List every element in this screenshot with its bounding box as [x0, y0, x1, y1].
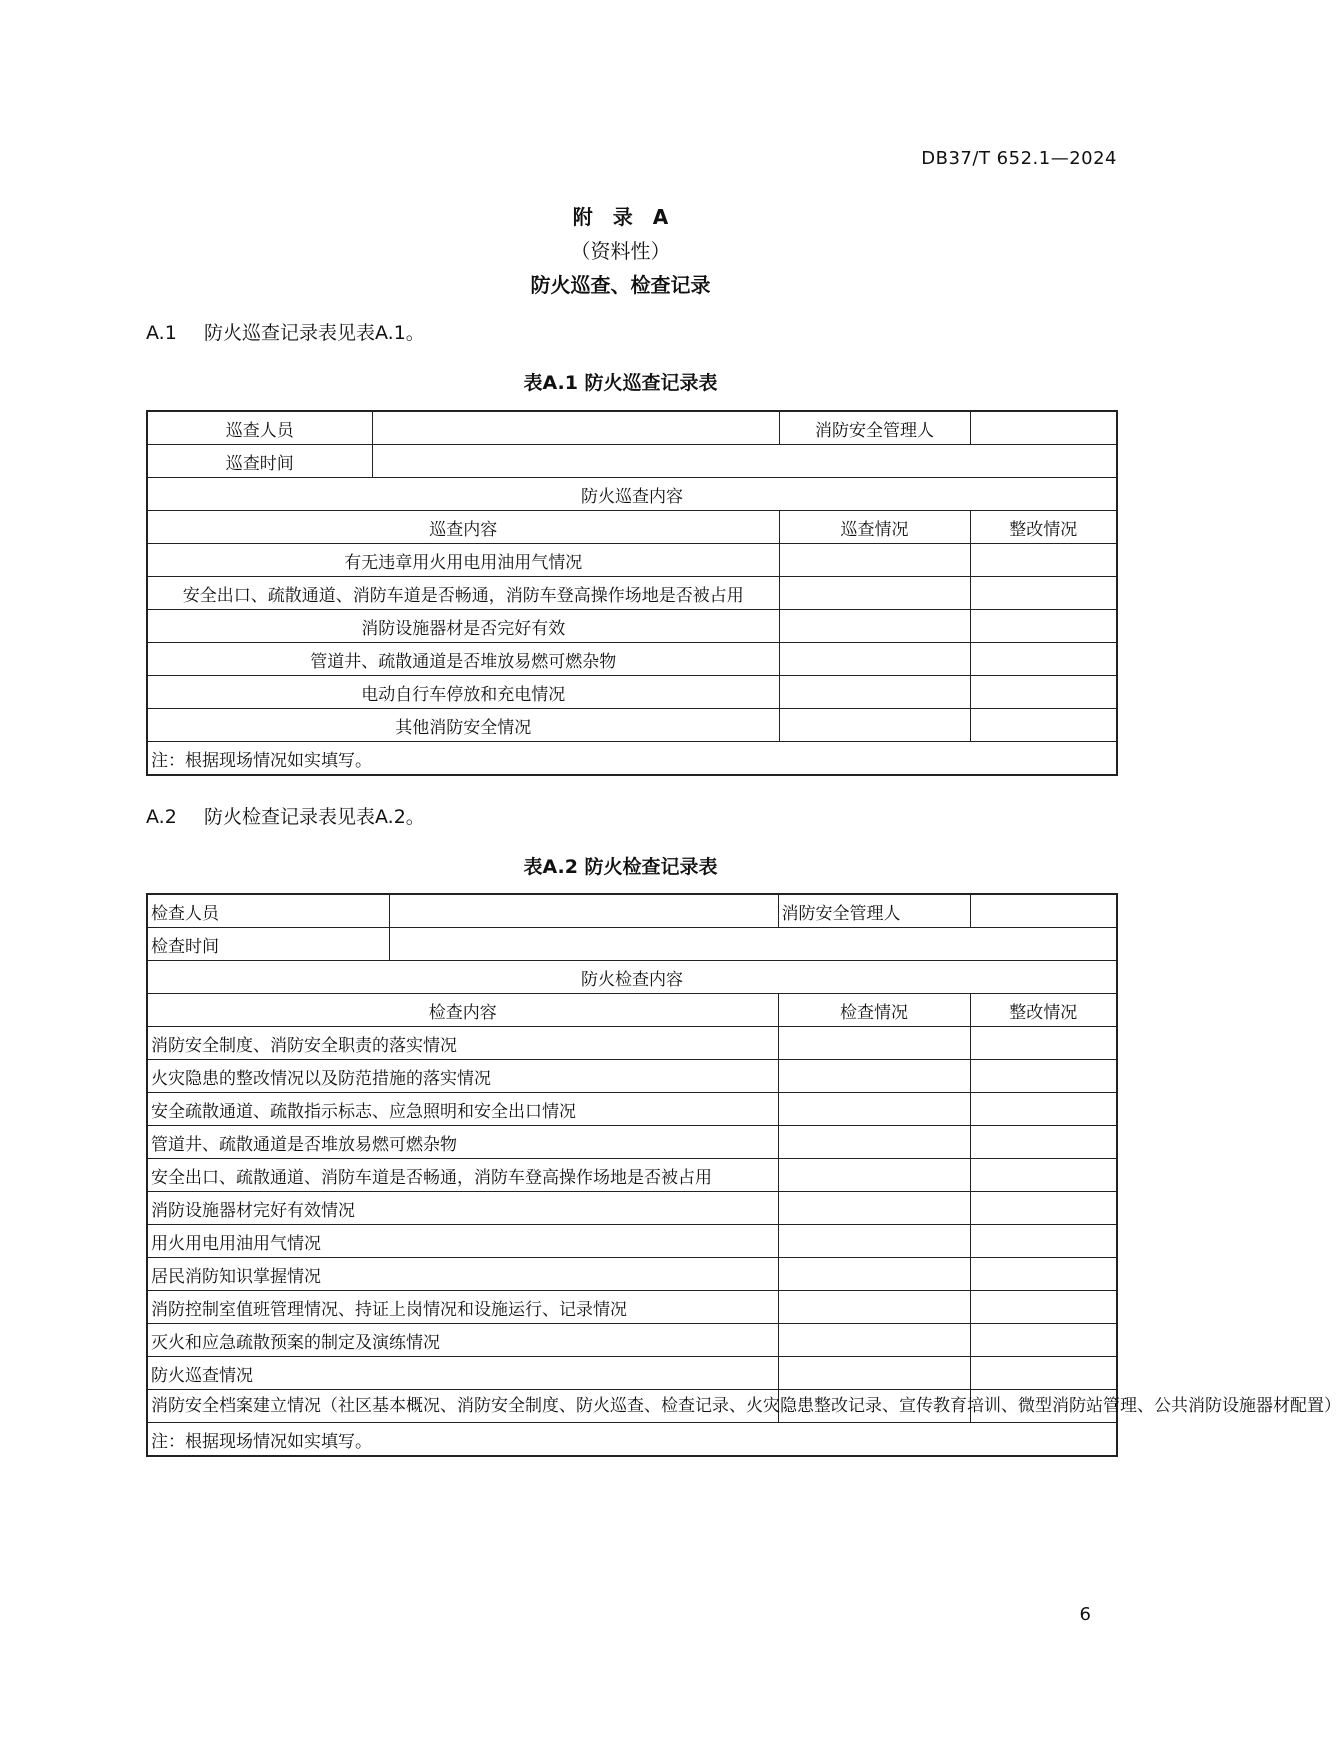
patrol-item-1: 有无违章用火用电用油用气情况	[147, 544, 779, 577]
clause-a2	[146, 802, 425, 829]
table-a2-inspector-label: 检查人员	[147, 894, 389, 928]
inspection-rectify-cell[interactable]	[970, 1192, 1117, 1225]
table-row	[147, 676, 1117, 709]
inspection-item-4: 管道井、疏散通道是否堆放易燃可燃杂物	[147, 1126, 778, 1159]
inspection-item-1: 消防安全制度、消防安全职责的落实情况	[147, 1027, 778, 1060]
inspection-item-3: 安全疏散通道、疏散指示标志、应急照明和安全出口情况	[147, 1093, 778, 1126]
table-a1	[146, 410, 1118, 776]
table-a2-manager-input[interactable]	[970, 894, 1117, 928]
inspection-rectify-cell[interactable]	[970, 1126, 1117, 1159]
inspection-item-8: 居民消防知识掌握情况	[147, 1258, 778, 1291]
inspection-rectify-cell[interactable]	[970, 1225, 1117, 1258]
appendix-heading	[0, 200, 1241, 302]
table-a1-note: 注：根据现场情况如实填写。	[147, 742, 1117, 776]
table-a1-section-header: 防火巡查内容	[147, 478, 1117, 511]
clause-a2-text: 防火检查记录表见表A.2。	[204, 806, 425, 828]
patrol-status-cell[interactable]	[779, 709, 970, 742]
patrol-item-4: 管道井、疏散通道是否堆放易燃可燃杂物	[147, 643, 779, 676]
table-row	[147, 1357, 1117, 1390]
table-a1-manager-input[interactable]	[970, 411, 1117, 445]
inspection-rectify-cell[interactable]	[970, 1258, 1117, 1291]
table-a2-inspector-row	[147, 894, 1117, 928]
table-row	[147, 544, 1117, 577]
table-row	[147, 1126, 1117, 1159]
table-a1-inspector-input[interactable]	[372, 411, 779, 445]
table-a2-time-label: 检查时间	[147, 928, 389, 961]
patrol-status-cell[interactable]	[779, 643, 970, 676]
table-row	[147, 643, 1117, 676]
inspection-status-cell[interactable]	[778, 1192, 970, 1225]
inspection-item-6: 消防设施器材完好有效情况	[147, 1192, 778, 1225]
appendix-subject: 防火巡查、检查记录	[530, 273, 711, 297]
inspection-rectify-cell[interactable]	[970, 1159, 1117, 1192]
inspection-item-11: 防火巡查情况	[147, 1357, 778, 1390]
patrol-rectify-cell[interactable]	[970, 676, 1117, 709]
table-a1-manager-label: 消防安全管理人	[779, 411, 970, 445]
patrol-rectify-cell[interactable]	[970, 610, 1117, 643]
patrol-rectify-cell[interactable]	[970, 643, 1117, 676]
inspection-item-7: 用火用电用油用气情况	[147, 1225, 778, 1258]
inspection-rectify-cell[interactable]	[970, 1060, 1117, 1093]
table-row	[147, 610, 1117, 643]
inspection-rectify-cell[interactable]	[970, 1027, 1117, 1060]
table-row	[147, 709, 1117, 742]
table-row	[147, 1093, 1117, 1126]
table-a2-time-input[interactable]	[389, 928, 1117, 961]
inspection-status-cell[interactable]	[778, 1324, 970, 1357]
appendix-nature: （资料性）	[570, 239, 671, 263]
table-a2-column-header-row	[147, 994, 1117, 1027]
patrol-status-cell[interactable]	[779, 610, 970, 643]
patrol-item-5: 电动自行车停放和充电情况	[147, 676, 779, 709]
clause-a1-number: A.1	[146, 322, 177, 344]
table-a1-time-input[interactable]	[372, 445, 1117, 478]
table-a1-title: 表A.1 防火巡查记录表	[523, 372, 718, 394]
appendix-title: 附 录 A	[572, 205, 669, 229]
table-row	[147, 1159, 1117, 1192]
inspection-status-cell[interactable]	[778, 1258, 970, 1291]
patrol-status-cell[interactable]	[779, 577, 970, 610]
table-a2-manager-label: 消防安全管理人	[778, 894, 970, 928]
inspection-rectify-cell[interactable]	[970, 1324, 1117, 1357]
inspection-item-12: 消防安全档案建立情况（社区基本概况、消防安全制度、防火巡查、检查记录、火灾隐患整改记录、宣传教育培训、微型消防站管理、公共消防设施器材配置）	[147, 1390, 778, 1423]
patrol-item-6: 其他消防安全情况	[147, 709, 779, 742]
inspection-status-cell[interactable]	[778, 1225, 970, 1258]
table-row	[147, 1324, 1117, 1357]
inspection-status-cell[interactable]	[778, 1159, 970, 1192]
table-a2-col-content: 检查内容	[147, 994, 778, 1027]
clause-a2-number: A.2	[146, 806, 177, 828]
inspection-rectify-cell[interactable]	[970, 1093, 1117, 1126]
patrol-rectify-cell[interactable]	[970, 544, 1117, 577]
table-a2-time-row	[147, 928, 1117, 961]
inspection-status-cell[interactable]	[778, 1357, 970, 1390]
table-a1-note-row	[147, 742, 1117, 776]
table-a2-note: 注：根据现场情况如实填写。	[147, 1423, 1117, 1457]
inspection-status-cell[interactable]	[778, 1126, 970, 1159]
inspection-item-10: 灭火和应急疏散预案的制定及演练情况	[147, 1324, 778, 1357]
table-a2-inspector-input[interactable]	[389, 894, 778, 928]
patrol-rectify-cell[interactable]	[970, 709, 1117, 742]
inspection-status-cell[interactable]	[778, 1060, 970, 1093]
table-a1-time-label: 巡查时间	[147, 445, 372, 478]
inspection-item-9: 消防控制室值班管理情况、持证上岗情况和设施运行、记录情况	[147, 1291, 778, 1324]
inspection-rectify-cell[interactable]	[970, 1357, 1117, 1390]
table-row	[147, 1390, 1117, 1423]
table-row	[147, 1060, 1117, 1093]
table-row	[147, 1225, 1117, 1258]
inspection-status-cell[interactable]	[778, 1027, 970, 1060]
table-row	[147, 1291, 1117, 1324]
table-a2-title: 表A.2 防火检查记录表	[523, 856, 718, 878]
inspection-rectify-cell[interactable]	[970, 1291, 1117, 1324]
table-a2-col-status: 检查情况	[778, 994, 970, 1027]
table-a2-section-header: 防火检查内容	[147, 961, 1117, 994]
table-a2-section-row	[147, 961, 1117, 994]
patrol-item-2: 安全出口、疏散通道、消防车道是否畅通，消防车登高操作场地是否被占用	[147, 577, 779, 610]
table-a1-col-rectify: 整改情况	[970, 511, 1117, 544]
table-a2	[146, 893, 1341, 1457]
table-row	[147, 1258, 1117, 1291]
standard-code: DB37/T 652.1—2024	[921, 148, 1117, 169]
patrol-status-cell[interactable]	[779, 544, 970, 577]
patrol-rectify-cell[interactable]	[970, 577, 1117, 610]
table-a1-col-content: 巡查内容	[147, 511, 779, 544]
inspection-item-2: 火灾隐患的整改情况以及防范措施的落实情况	[147, 1060, 778, 1093]
table-row	[147, 1027, 1117, 1060]
table-row	[147, 577, 1117, 610]
inspection-item-5: 安全出口、疏散通道、消防车道是否畅通，消防车登高操作场地是否被占用	[147, 1159, 778, 1192]
table-row	[147, 1192, 1117, 1225]
inspection-status-cell[interactable]	[778, 1291, 970, 1324]
clause-a1-text: 防火巡查记录表见表A.1。	[204, 322, 425, 344]
clause-a1	[146, 318, 425, 345]
table-a1-inspector-label: 巡查人员	[147, 411, 372, 445]
page-number: 6	[1079, 1604, 1091, 1625]
table-a1-column-header-row	[147, 511, 1117, 544]
table-a2-note-row	[147, 1423, 1117, 1457]
patrol-item-3: 消防设施器材是否完好有效	[147, 610, 779, 643]
table-a1-col-status: 巡查情况	[779, 511, 970, 544]
table-a1-inspector-row	[147, 411, 1117, 445]
table-a2-col-rectify: 整改情况	[970, 994, 1117, 1027]
patrol-status-cell[interactable]	[779, 676, 970, 709]
table-a1-time-row	[147, 445, 1117, 478]
table-a1-section-row	[147, 478, 1117, 511]
inspection-status-cell[interactable]	[778, 1093, 970, 1126]
